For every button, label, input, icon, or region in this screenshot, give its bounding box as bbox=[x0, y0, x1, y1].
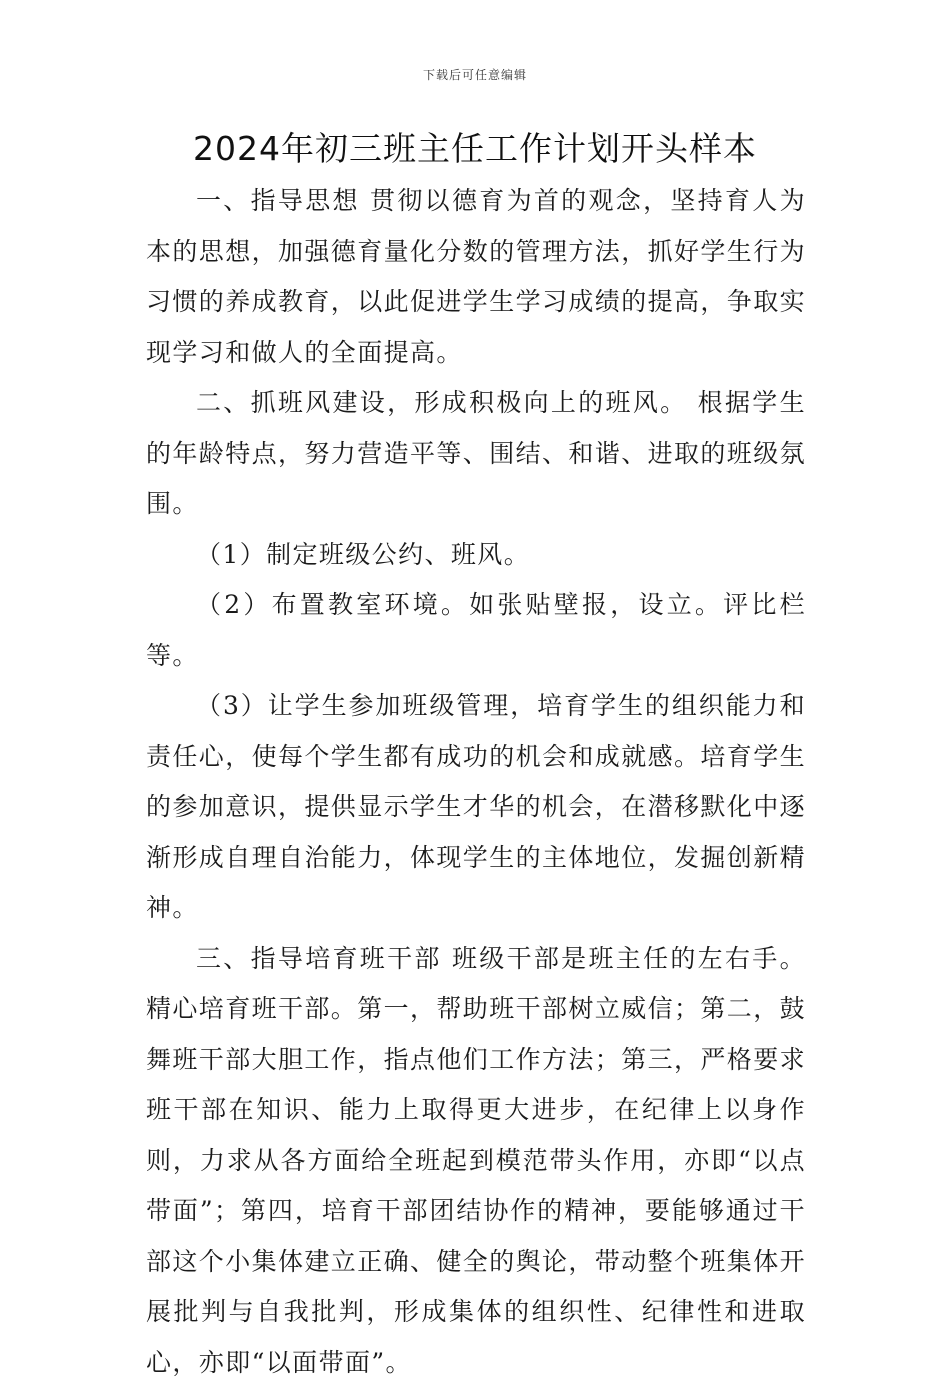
document-body bbox=[146, 176, 806, 1388]
paragraph-item-2: （2）布置教室环境。如张贴壁报，设立。评比栏等。 bbox=[146, 580, 806, 681]
paragraph-class-cadres: 三、指导培育班干部 班级干部是班主任的左右手。精心培育班干部。第一，帮助班干部树立威信；第二，鼓舞班干部大胆工作，指点他们工作方法；第三，严格要求班干部在知识、能力上取得更大进步，在纪律上以身作则，力求从各方面给全班起到模范带头作用，亦即“以点带面”；第四，培育干部团结协作的精神，要能够通过干部这个小集体建立正确、健全的舆论，带动整个班集体开展批判与自我批判，形成集体的组织性、纪律性和进取心，亦即“以面带面”。 bbox=[146, 934, 806, 1388]
paragraph-guiding-ideology: 一、指导思想 贯彻以德育为首的观念，坚持育人为本的思想，加强德育量化分数的管理方法，抓好学生行为习惯的养成教育，以此促进学生学习成绩的提高，争取实现学习和做人的全面提高。 bbox=[146, 176, 806, 378]
paragraph-item-3: （3）让学生参加班级管理，培育学生的组织能力和责任心，使每个学生都有成功的机会和成就感。培育学生的参加意识，提供显示学生才华的机会，在潜移默化中逐渐形成自理自治能力，体现学生的主体地位，发掘创新精神。 bbox=[146, 681, 806, 934]
document-title: 2024年初三班主任工作计划开头样本 bbox=[0, 126, 950, 172]
header-note: 下载后可任意编辑 bbox=[0, 66, 950, 83]
paragraph-item-1: （1）制定班级公约、班风。 bbox=[146, 530, 806, 581]
paragraph-class-style: 二、抓班风建设，形成积极向上的班风。 根据学生的年龄特点，努力营造平等、围结、和谐、进取的班级氛围。 bbox=[146, 378, 806, 530]
